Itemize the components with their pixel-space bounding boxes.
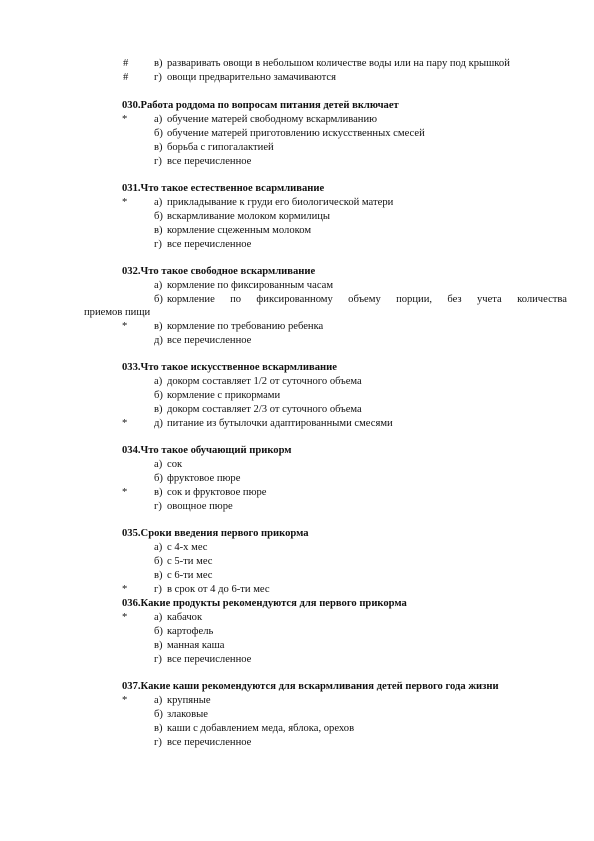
option-letter: г) bbox=[154, 501, 162, 512]
answer-option bbox=[0, 279, 594, 292]
answer-marker: # bbox=[123, 58, 129, 69]
option-letter: б) bbox=[154, 626, 163, 637]
question-title: 035.Сроки введения первого прикорма bbox=[122, 528, 309, 539]
correct-answer-marker: * bbox=[122, 321, 128, 332]
question-title: 031.Что такое естественное всармливание bbox=[122, 183, 325, 194]
answer-option bbox=[0, 127, 594, 140]
answer-option bbox=[0, 155, 594, 168]
option-text: кормление по фиксированным часам bbox=[167, 280, 334, 291]
option-letter: в) bbox=[154, 225, 163, 236]
option-text: кормление сцеженным молоком bbox=[167, 225, 312, 236]
answer-option bbox=[0, 736, 594, 749]
answer-option bbox=[0, 71, 594, 84]
answer-option bbox=[0, 210, 594, 223]
question-title-row bbox=[0, 99, 594, 112]
option-text: в срок от 4 до 6-ти мес bbox=[167, 584, 270, 595]
option-letter: в) bbox=[154, 404, 163, 415]
option-letter: а) bbox=[154, 695, 163, 706]
option-text: сок и фруктовое пюре bbox=[167, 487, 267, 498]
question-title: 030.Работа роддома по вопросам питания детей включает bbox=[122, 100, 399, 111]
option-text: кормление по требованию ребенка bbox=[167, 321, 324, 332]
option-letter: в) bbox=[154, 58, 163, 69]
answer-option bbox=[0, 569, 594, 582]
answer-option bbox=[0, 389, 594, 402]
answer-option bbox=[0, 500, 594, 513]
option-text: разваривать овощи в небольшом количестве воды или на пару под крышкой bbox=[167, 58, 510, 69]
answer-option bbox=[0, 224, 594, 237]
option-text: картофель bbox=[167, 626, 214, 637]
question-title: 032.Что такое свободное вскармливание bbox=[122, 266, 316, 277]
answer-option bbox=[0, 238, 594, 251]
question-title: 036.Какие продукты рекомендуются для первого прикорма bbox=[122, 598, 407, 609]
question-title-row bbox=[0, 182, 594, 195]
answer-option bbox=[0, 334, 594, 347]
answer-option bbox=[0, 472, 594, 485]
answer-option bbox=[0, 708, 594, 721]
option-text: злаковые bbox=[167, 709, 208, 720]
question-title-row bbox=[0, 361, 594, 374]
option-text: с 6-ти мес bbox=[167, 570, 213, 581]
option-letter: а) bbox=[154, 114, 163, 125]
answer-option bbox=[0, 458, 594, 471]
question-title: 033.Что такое искусственное вскармливание bbox=[122, 362, 337, 373]
option-letter: а) bbox=[154, 197, 163, 208]
option-text: обучение матерей приготовлению искусственных смесей bbox=[167, 128, 425, 139]
option-text: кормление по фиксированному объему порции, без учета количества bbox=[167, 294, 567, 305]
option-letter: в) bbox=[154, 723, 163, 734]
option-text: все перечисленное bbox=[167, 335, 252, 346]
answer-option bbox=[0, 611, 594, 624]
option-letter: а) bbox=[154, 280, 163, 291]
option-text: кормление с прикормами bbox=[167, 390, 281, 401]
option-letter: в) bbox=[154, 570, 163, 581]
answer-option bbox=[0, 625, 594, 638]
option-letter: б) bbox=[154, 556, 163, 567]
option-text: все перечисленное bbox=[167, 654, 252, 665]
option-letter: г) bbox=[154, 239, 162, 250]
option-letter: а) bbox=[154, 612, 163, 623]
answer-option bbox=[0, 417, 594, 430]
question-title-row bbox=[0, 527, 594, 540]
option-text: с 4-х мес bbox=[167, 542, 208, 553]
correct-answer-marker: * bbox=[122, 418, 128, 429]
option-text: все перечисленное bbox=[167, 156, 252, 167]
option-text: обучение матерей свободному вскармливанию bbox=[167, 114, 378, 125]
option-letter: д) bbox=[154, 335, 163, 346]
answer-option bbox=[0, 541, 594, 554]
answer-option bbox=[0, 583, 594, 596]
option-text: каши с добавлением меда, яблока, орехов bbox=[167, 723, 355, 734]
question-title-row bbox=[0, 265, 594, 278]
option-text: овощное пюре bbox=[167, 501, 233, 512]
option-letter: г) bbox=[154, 584, 162, 595]
correct-answer-marker: * bbox=[122, 487, 128, 498]
option-text: манная каша bbox=[167, 640, 225, 651]
option-letter: в) bbox=[154, 142, 163, 153]
option-text: все перечисленное bbox=[167, 737, 252, 748]
option-text: питание из бутылочки адаптированными смесями bbox=[167, 418, 393, 429]
option-text: сок bbox=[167, 459, 183, 470]
answer-option bbox=[0, 293, 594, 306]
question-title-row bbox=[0, 680, 594, 693]
answer-option bbox=[0, 694, 594, 707]
option-letter: б) bbox=[154, 390, 163, 401]
option-letter: а) bbox=[154, 459, 163, 470]
answer-option bbox=[0, 57, 594, 70]
answer-option bbox=[0, 141, 594, 154]
correct-answer-marker: * bbox=[122, 197, 128, 208]
option-letter: в) bbox=[154, 321, 163, 332]
option-text: докорм составляет 2/3 от суточного объема bbox=[167, 404, 362, 415]
option-text: кабачок bbox=[167, 612, 203, 623]
option-text: докорм составляет 1/2 от суточного объема bbox=[167, 376, 362, 387]
question-title-row bbox=[0, 444, 594, 457]
answer-option bbox=[0, 639, 594, 652]
option-letter: д) bbox=[154, 418, 163, 429]
option-text: фруктовое пюре bbox=[167, 473, 241, 484]
question-title-row bbox=[0, 597, 594, 610]
answer-option bbox=[0, 486, 594, 499]
option-letter: г) bbox=[154, 156, 162, 167]
option-text-continuation: приемов пищи bbox=[84, 307, 151, 318]
option-text: прикладывание к груди его биологической матери bbox=[167, 197, 394, 208]
answer-option bbox=[0, 196, 594, 209]
option-text: вскармливание молоком кормилицы bbox=[167, 211, 331, 222]
answer-option bbox=[0, 555, 594, 568]
answer-option bbox=[0, 653, 594, 666]
option-letter: а) bbox=[154, 376, 163, 387]
answer-marker: # bbox=[123, 72, 129, 83]
option-letter: б) bbox=[154, 709, 163, 720]
answer-option bbox=[0, 403, 594, 416]
answer-option-continuation bbox=[0, 306, 594, 319]
answer-option bbox=[0, 375, 594, 388]
option-text: борьба с гипогалактией bbox=[167, 142, 274, 153]
answer-option bbox=[0, 320, 594, 333]
option-text: все перечисленное bbox=[167, 239, 252, 250]
option-letter: в) bbox=[154, 487, 163, 498]
option-text: с 5-ти мес bbox=[167, 556, 213, 567]
option-letter: г) bbox=[154, 654, 162, 665]
option-text: овощи предварительно замачиваются bbox=[167, 72, 336, 83]
option-letter: б) bbox=[154, 128, 163, 139]
correct-answer-marker: * bbox=[122, 695, 128, 706]
option-letter: б) bbox=[154, 473, 163, 484]
answer-option bbox=[0, 113, 594, 126]
question-title: 034.Что такое обучающий прикорм bbox=[122, 445, 292, 456]
correct-answer-marker: * bbox=[122, 114, 128, 125]
answer-option bbox=[0, 722, 594, 735]
question-title: 037.Какие каши рекомендуются для вскармливания детей первого года жизни bbox=[122, 681, 499, 692]
correct-answer-marker: * bbox=[122, 612, 128, 623]
option-letter: г) bbox=[154, 737, 162, 748]
option-letter: в) bbox=[154, 640, 163, 651]
option-letter: а) bbox=[154, 542, 163, 553]
option-letter: г) bbox=[154, 72, 162, 83]
correct-answer-marker: * bbox=[122, 584, 128, 595]
option-letter: б) bbox=[154, 211, 163, 222]
option-text: крупяные bbox=[167, 695, 211, 706]
option-letter: б) bbox=[154, 294, 163, 305]
